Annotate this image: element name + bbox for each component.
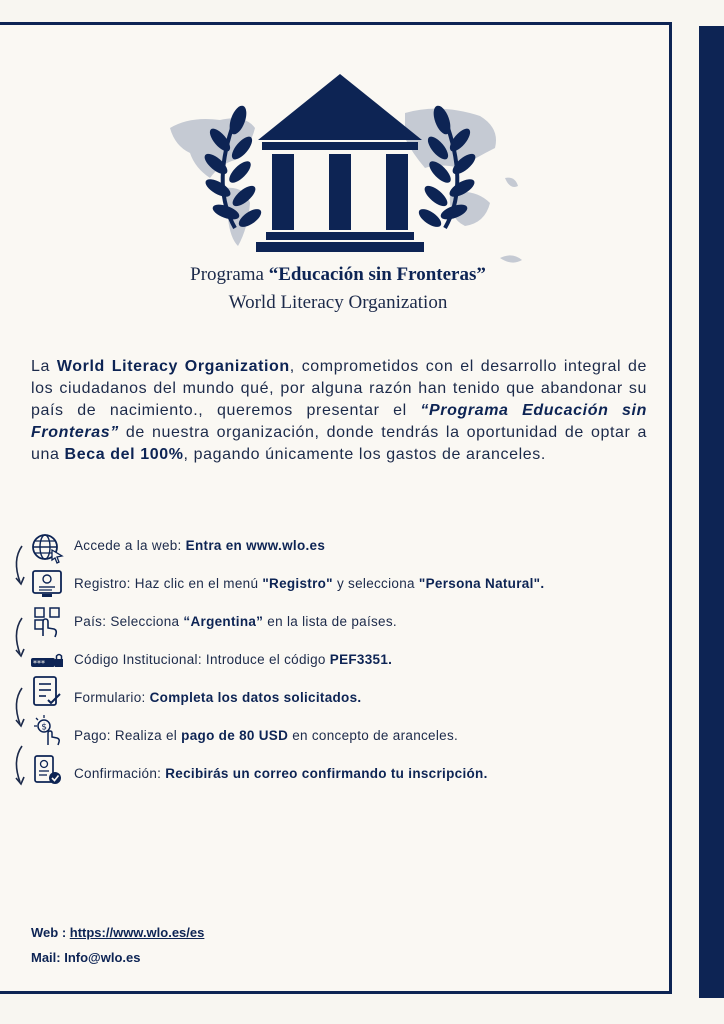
mail-address[interactable]: Info@wlo.es [64, 950, 141, 965]
curved-arrow-icon [10, 544, 28, 588]
program-title: Programa “Educación sin Fronteras” [190, 264, 486, 285]
hand-select-icon [30, 606, 64, 638]
password-lock-icon [30, 644, 64, 676]
right-sidebar-bar [699, 26, 724, 998]
registration-screen-icon [30, 568, 64, 600]
form-checklist-icon [30, 676, 64, 708]
svg-text:***: *** [33, 659, 45, 668]
temple-icon [256, 74, 424, 252]
curved-arrow-icon [10, 744, 28, 788]
footer-mail: Mail: Info@wlo.es [31, 950, 141, 965]
step-codigo: Código Institucional: Introduce el código PEF3351. [74, 652, 393, 667]
step-confirmacion: Confirmación: Recibirás un correo confirmando tu inscripción. [74, 766, 488, 781]
curved-arrow-icon [10, 616, 28, 660]
step-registro: Registro: Haz clic en el menú "Registro" y selecciona "Persona Natural". [74, 576, 545, 591]
step-pais: País: Selecciona “Argentina” en la lista de países. [74, 614, 397, 629]
footer-web: Web : https://www.wlo.es/es [31, 925, 205, 940]
payment-click-icon [30, 714, 64, 746]
step-web: Accede a la web: Entra en www.wlo.es [74, 538, 326, 553]
step-formulario: Formulario: Completa los datos solicitados. [74, 690, 362, 705]
organization-name: World Literacy Organization [228, 292, 448, 313]
web-link[interactable]: https://www.wlo.es/es [69, 925, 205, 940]
institution-logo [150, 68, 530, 264]
step-pago: Pago: Realiza el pago de 80 USD en concepto de aranceles. [74, 728, 459, 743]
curved-arrow-icon [10, 686, 28, 730]
certificate-check-icon [30, 754, 64, 786]
intro-paragraph: La World Literacy Organization, comprometidos con el desarrollo integral de los ciudadanos del mundo qué, por alguna razón han tenido que abandonar su país de nacimiento., queremos presentar el “Programa Educación sin Fronteras” de nuestra organización, donde tendrás la oportunidad de optar a una Beca del 100%, pagando únicamente los gastos de aranceles. [31, 358, 647, 463]
svg-text:$: $ [41, 722, 47, 733]
globe-cursor-icon [30, 532, 64, 564]
